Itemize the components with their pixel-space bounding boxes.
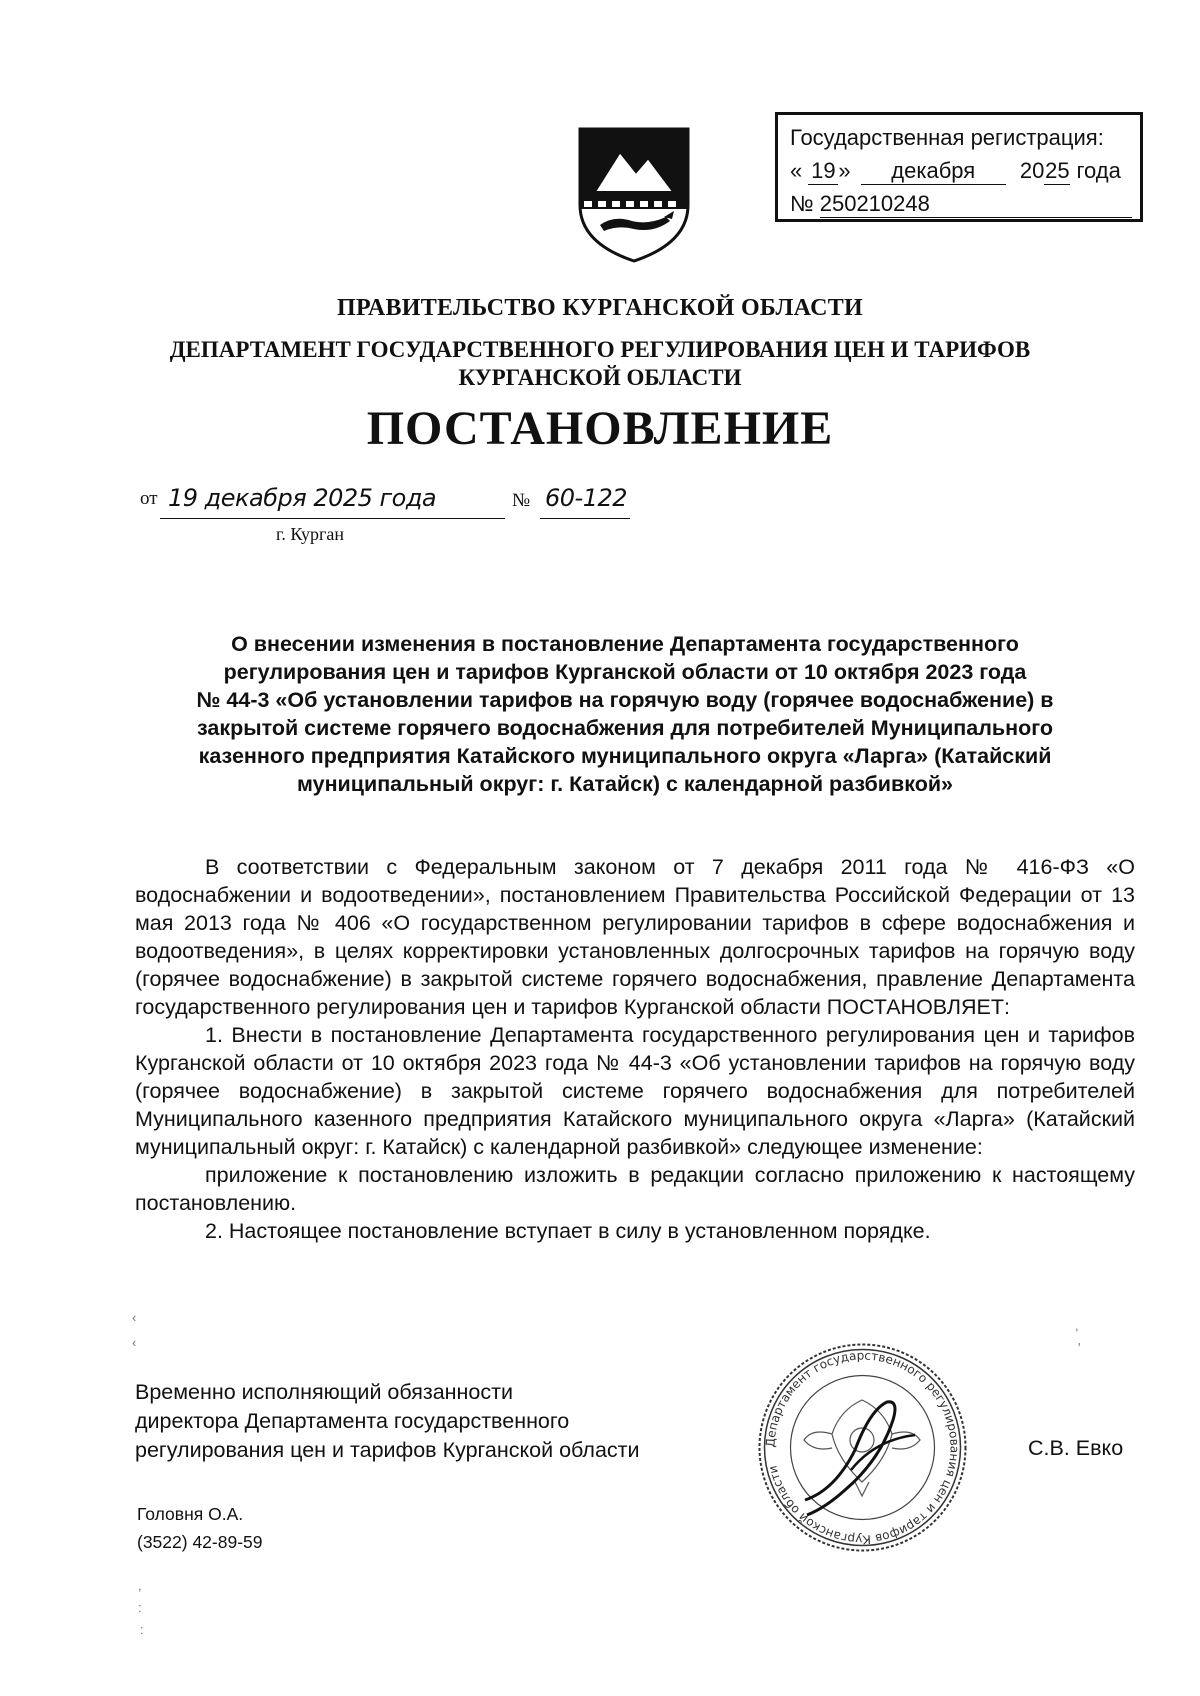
author-name: Головня О.А. bbox=[137, 1504, 244, 1524]
paragraph-preamble: В соответствии с Федеральным законом от 7 декабря 2011 года № 416-ФЗ «О водоснабжении и водоотведении», постановлением Правительства Российской Федерации от 13 мая 2013 года № 406 «О государственном регулировании тарифов в сфере водоснабжения и водоотведения», в целях корректировки установленных долгосрочных тарифов на горячую воду (горячее водоснабжение) в закрытой системе горячего водоснабжения, правление Департамента государственного регулирования цен и тарифов Курганской области ПОСТАНОВЛЯЕТ: bbox=[135, 855, 1135, 1019]
department-title: ДЕПАРТАМЕНТ ГОСУДАРСТВЕННОГО РЕГУЛИРОВАНИЯ ЦЕН И ТАРИФОВ КУРГАНСКОЙ ОБЛАСТИ bbox=[169, 337, 1031, 390]
svg-text:Департамент государственного р bbox=[763, 1348, 961, 1546]
government-title: ПРАВИТЕЛЬСТВО КУРГАНСКОЙ ОБЛАСТИ bbox=[336, 295, 864, 321]
scan-speck: , bbox=[1075, 1318, 1079, 1333]
contact-info bbox=[137, 1500, 263, 1556]
registration-date: « 19 » декабря 2025 года bbox=[790, 158, 1121, 183]
author-phone: (3522) 42-89-59 bbox=[137, 1532, 263, 1552]
document-type-title: ПОСТАНОВЛЕНИЕ bbox=[366, 402, 834, 455]
official-seal-icon bbox=[755, 1340, 970, 1555]
registration-month: декабря bbox=[861, 158, 1006, 185]
registration-number-row: № 250210248 bbox=[790, 187, 1128, 220]
scan-speck: ‹ bbox=[132, 1335, 137, 1350]
paragraph-item-1: 1. Внести в постановление Департамента государственного регулирования цен и тарифов Курганской области от 10 октября 2023 года № 44-3 «Об установлении тарифов на горячую воду (горячее водоснабжение) в закрытой системе горячего водоснабжения для потребителей Муниципального казенного предприятия Катайского муниципального округа «Ларга» (Катайский муниципальный округ: г. Катайск) с календарной разбивкой» следующее изменение: bbox=[135, 1023, 1135, 1159]
document-body bbox=[135, 853, 1135, 1245]
paragraph-amendment: приложение к постановлению изложить в редакции согласно приложению к настоящему постановлению. bbox=[135, 1163, 1135, 1215]
kurgan-coat-of-arms-icon bbox=[574, 125, 694, 265]
handwritten-number: 60-122 bbox=[545, 484, 628, 512]
registration-day: 19 bbox=[808, 158, 838, 185]
scan-speck: : bbox=[138, 1600, 142, 1615]
signatory-name: С.В. Евко bbox=[1028, 1436, 1124, 1460]
scan-speck: ‹ bbox=[132, 1310, 137, 1325]
scan-speck: , bbox=[138, 1578, 142, 1593]
registration-title: Государственная регистрация: bbox=[790, 125, 1104, 150]
number-underline bbox=[540, 518, 630, 519]
scan-speck: ' bbox=[1078, 1340, 1081, 1355]
seal-outer-text: Департамент государственного регулирования цен и тарифов Курганской области bbox=[763, 1348, 962, 1547]
scan-speck: : bbox=[140, 1622, 144, 1637]
city-label: г. Курган bbox=[276, 524, 345, 544]
signatory-position: Временно исполняющий обязанности директора Департамента государственного регулирования цен и тарифов Курганской области bbox=[135, 1380, 640, 1462]
registration-box bbox=[775, 112, 1143, 222]
date-underline bbox=[160, 518, 505, 519]
date-row bbox=[140, 488, 158, 510]
document-subject: О внесении изменения в постановление Департамента государственного регулирования цен и тарифов Курганской области от 10 октября 2023 года № 44-3 «Об установлении тарифов на горячую воду (горячее водоснабжение) в закрытой системе горячего водоснабжения для потребителей Муниципального казенного предприятия Катайского муниципального округа «Ларга» (Катайский муниципальный округ: г. Катайск) с календарной разбивкой» bbox=[196, 632, 1054, 796]
handwritten-date: 19 декабря 2025 года bbox=[168, 484, 437, 512]
paragraph-item-2: 2. Настоящее постановление вступает в силу в установленном порядке. bbox=[205, 1219, 931, 1243]
number-label: № bbox=[512, 490, 531, 511]
from-label: от bbox=[140, 488, 158, 509]
registration-number: 250210248 bbox=[820, 191, 1132, 218]
registration-year: 25 bbox=[1045, 158, 1070, 183]
